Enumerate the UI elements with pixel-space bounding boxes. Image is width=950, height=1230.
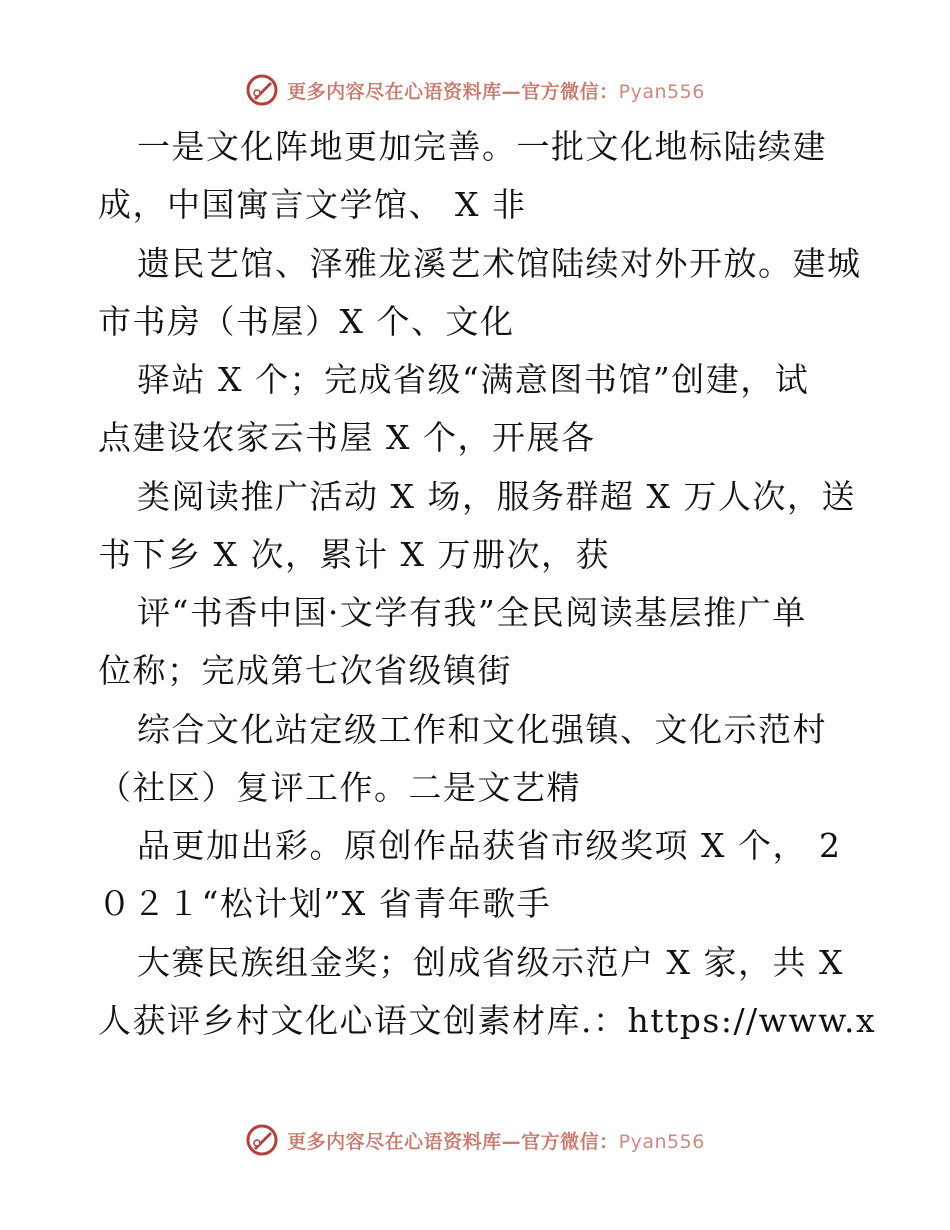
body-line: ０２１“松计划”X 省青年歌手 <box>98 884 552 923</box>
body-line: 类阅读推广活动 X 场，服务群超 X 万人次，送 <box>137 477 856 516</box>
body-line: 点建设农家云书屋 X 个，开展各 <box>98 418 596 457</box>
header-watermark <box>0 70 950 110</box>
body-line: 成，中国寓言文学馆、 X 非 <box>98 185 527 224</box>
body-line: 人获评乡村文化心语文创素材库.：https://www.x <box>98 1001 877 1040</box>
body-line: 大赛民族组金奖；创成省级示范户 X 家，共 X <box>137 943 844 982</box>
pen-logo-icon <box>245 73 279 107</box>
body-line: 一是文化阵地更加完善。一批文化地标陆续建 <box>137 127 827 166</box>
watermark-text: 更多内容尽在心语资料库—官方微信：Pyan556 <box>287 1130 705 1153</box>
body-line: 遗民艺馆、泽雅龙溪艺术馆陆续对外开放。建城 <box>137 244 862 283</box>
body-line: 书下乡 X 次，累计 X 万册次，获 <box>98 535 610 574</box>
body-line: 位称；完成第七次省级镇街 <box>98 651 512 690</box>
footer-watermark <box>0 1120 950 1160</box>
body-line: 驿站 X 个；完成省级“满意图书馆”创建，试 <box>137 360 810 399</box>
body-line: 品更加出彩。原创作品获省市级奖项 X 个， 2 <box>137 826 842 865</box>
pen-logo-icon <box>245 1123 279 1157</box>
body-line: （社区）复评工作。二是文艺精 <box>98 768 581 807</box>
body-line: 市书房（书屋）X 个、文化 <box>98 302 515 341</box>
body-line: 综合文化站定级工作和文化强镇、文化示范村 <box>137 710 827 749</box>
body-line: 评“书香中国·文学有我”全民阅读基层推广单 <box>137 593 807 632</box>
watermark-text: 更多内容尽在心语资料库—官方微信：Pyan556 <box>287 80 705 103</box>
